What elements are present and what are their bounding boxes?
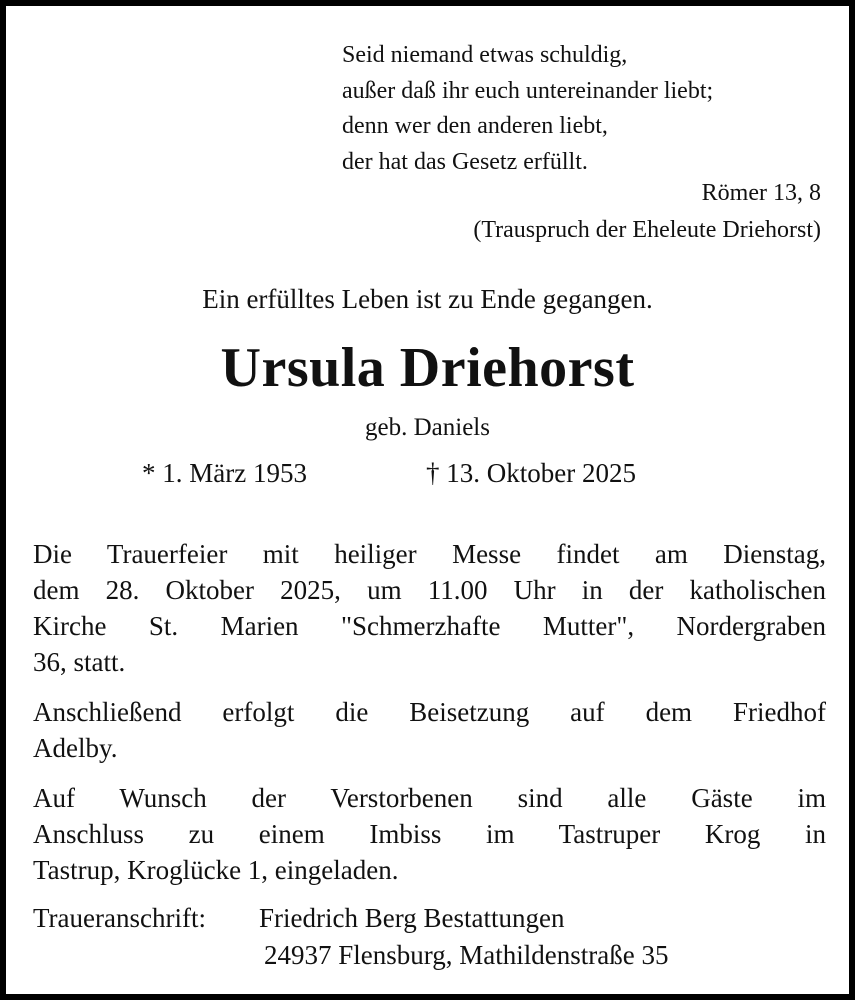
birth-date: * 1. März 1953 bbox=[142, 458, 307, 488]
reception-paragraph bbox=[33, 780, 826, 888]
quote-reference: Römer 13, 8 bbox=[701, 180, 821, 206]
ceremony-paragraph bbox=[33, 536, 826, 680]
quote-line: der hat das Gesetz erfüllt. bbox=[342, 148, 588, 175]
address-label: Traueranschrift: bbox=[33, 903, 206, 933]
quote-line: außer daß ihr euch untereinander liebt; bbox=[342, 77, 714, 104]
text-line: dem 28. Oktober 2025, um 11.00 Uhr in der katholischen bbox=[33, 575, 826, 605]
quote-note: (Trauspruch der Eheleute Driehorst) bbox=[473, 217, 821, 243]
quote-line: Seid niemand etwas schuldig, bbox=[342, 42, 628, 68]
bible-quote bbox=[342, 38, 713, 180]
address-line-1: Friedrich Berg Bestattungen bbox=[259, 903, 565, 933]
birth-name: geb. Daniels bbox=[365, 414, 490, 441]
text-line: Auf Wunsch der Verstorbenen sind alle Gäste im bbox=[33, 783, 826, 813]
burial-paragraph bbox=[33, 694, 826, 766]
text-line: Adelby. bbox=[33, 733, 118, 763]
address-line-2: 24937 Flensburg, Mathildenstraße 35 bbox=[264, 940, 669, 970]
text-line: Anschluss zu einem Imbiss im Tastruper Krog in bbox=[33, 819, 826, 849]
text-line: Anschließend erfolgt die Beisetzung auf dem Friedhof bbox=[33, 697, 826, 727]
death-date: † 13. Oktober 2025 bbox=[426, 458, 636, 488]
quote-line: denn wer den anderen liebt, bbox=[342, 113, 608, 139]
text-line: Die Trauerfeier mit heiliger Messe findet am Dienstag, bbox=[33, 539, 826, 569]
intro-text: Ein erfülltes Leben ist zu Ende gegangen. bbox=[202, 284, 653, 314]
text-line: Tastrup, Kroglücke 1, eingeladen. bbox=[33, 855, 399, 885]
text-line: Kirche St. Marien "Schmerzhafte Mutter", Nordergraben bbox=[33, 611, 826, 641]
text-line: 36, statt. bbox=[33, 647, 126, 677]
deceased-name: Ursula Driehorst bbox=[220, 337, 635, 399]
